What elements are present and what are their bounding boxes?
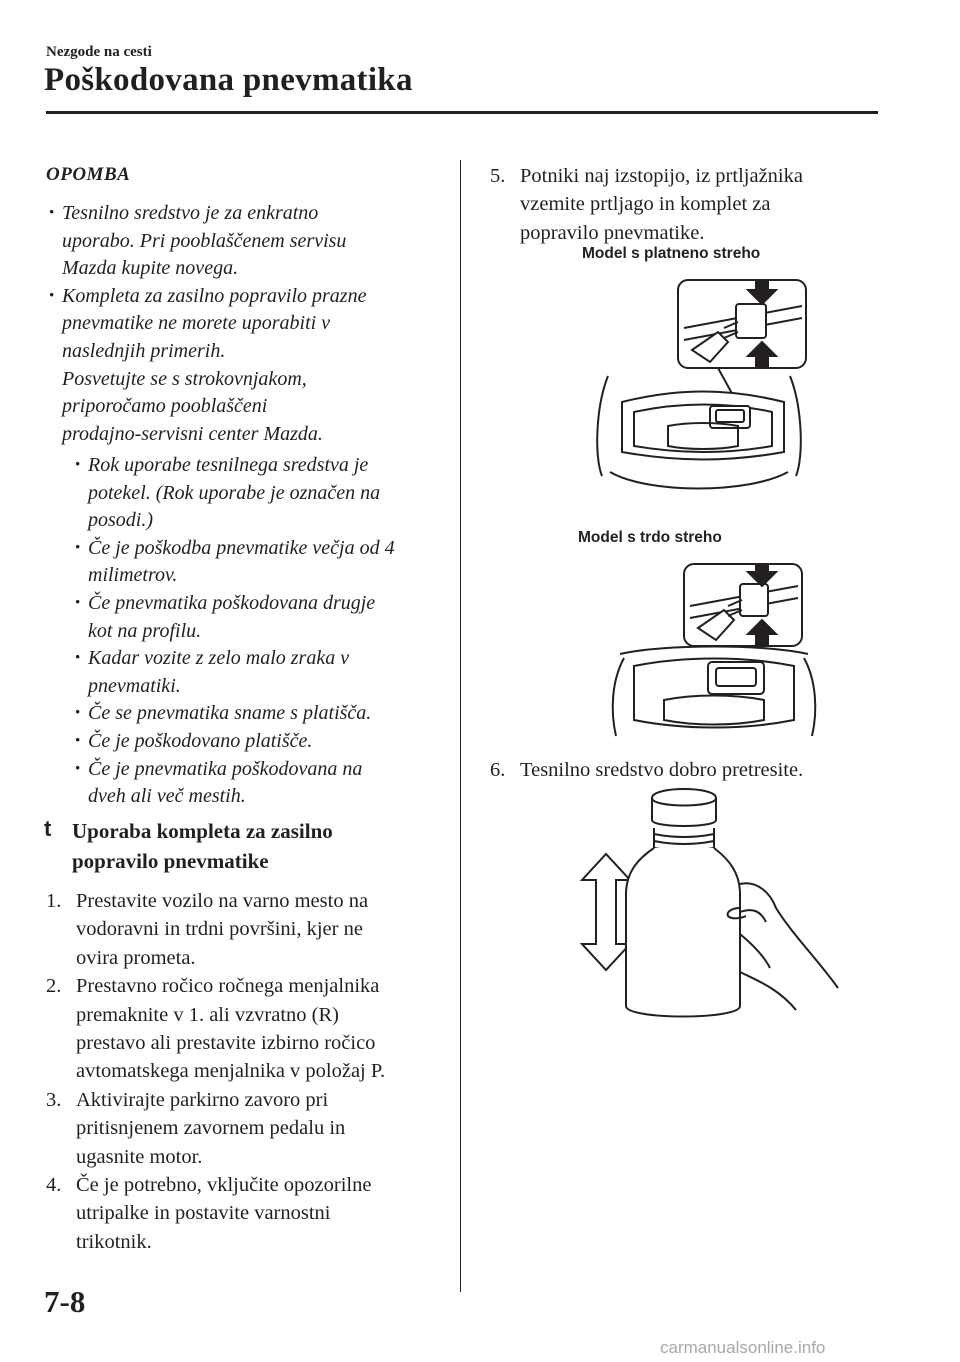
section-heading-line: popravilo pnevmatike <box>72 849 269 873</box>
step-4 <box>46 1171 458 1256</box>
step-line: Prestavite vozilo na varno mesto na <box>76 890 369 912</box>
note-sub-item <box>72 700 452 728</box>
title-rule <box>46 111 878 114</box>
step-number: 3. <box>46 1088 62 1111</box>
note-sub-item <box>72 535 452 590</box>
step-5-body <box>490 162 890 247</box>
note-line: uporabo. Pri pooblaščenem servisu <box>62 229 347 252</box>
step-line: pritisnjenem zavornem pedalu in <box>76 1117 346 1140</box>
shake-bottle-illustration <box>556 784 846 1044</box>
step-6 <box>490 756 890 784</box>
step-2 <box>46 972 458 1086</box>
note-item-1 <box>46 200 446 283</box>
note-sub-item <box>72 645 452 700</box>
note-line: posodi.) <box>88 509 153 532</box>
step-line: ovira prometa. <box>76 946 196 969</box>
note-sub-list <box>72 452 452 811</box>
step-line: Prestavno ročico ročnega menjalnika <box>76 975 380 998</box>
step-line: trikotnik. <box>76 1230 152 1253</box>
section-label: Nezgode na cesti <box>46 44 152 60</box>
note-line: · Rok uporabe tesnilnega sredstva je <box>88 454 369 476</box>
step-line: avtomatskega menjalnika v položaj P. <box>76 1060 386 1083</box>
step-line: prestavo ali prestavite izbirno ročico <box>76 1032 376 1055</box>
note-sub-item <box>72 756 452 811</box>
note-line: · Če se pnevmatika sname s platišča. <box>88 702 372 725</box>
step-number: 1. <box>46 890 62 912</box>
note-line: · Tesnilno sredstvo je za enkratno <box>62 202 319 224</box>
step-line: vodoravni in trdni površini, kjer ne <box>76 918 363 941</box>
section-marker-icon: t <box>44 816 52 841</box>
step-5 <box>490 162 890 247</box>
step-line: vzemite prtljago in komplet za <box>520 193 771 216</box>
step-line: Če je potrebno, vključite opozorilne <box>76 1174 372 1197</box>
step-1 <box>46 887 458 972</box>
step-number: 6. <box>490 759 506 781</box>
section-heading <box>72 816 432 876</box>
figure-caption-hard-top: Model s trdo streho <box>578 529 722 546</box>
section-heading-line: Uporaba kompleta za zasilno <box>72 819 333 843</box>
note-line: · Če je poškodba pnevmatike večja od 4 <box>88 536 395 559</box>
step-number: 2. <box>46 975 62 998</box>
steps-list <box>46 887 458 1256</box>
step-line: Aktivirajte parkirno zavoro pri <box>76 1088 329 1111</box>
trunk-soft-top-illustration <box>588 276 810 512</box>
step-line: utripalke in postavite varnostni <box>76 1202 331 1225</box>
note-line: potekel. (Rok uporabe je označen na <box>88 481 381 504</box>
note-line: pnevmatike ne morete uporabiti v <box>62 312 331 335</box>
note-line: pnevmatiki. <box>88 674 181 697</box>
note-line: milimetrov. <box>88 564 178 587</box>
note-list <box>46 200 446 448</box>
note-line: · Kadar vozite z zelo malo zraka v <box>88 647 350 670</box>
note-heading: OPOMBA <box>46 164 131 185</box>
note-line: prodajno-servisni center Mazda. <box>62 422 323 445</box>
step-number: 5. <box>490 165 506 187</box>
note-line: · Kompleta za zasilno popravilo prazne <box>62 284 367 307</box>
note-line: naslednjih primerih. <box>62 339 226 362</box>
note-line: · Če pnevmatika poškodovana drugje <box>88 591 376 614</box>
step-3 <box>46 1086 458 1171</box>
trunk-hard-top-illustration <box>604 560 824 740</box>
note-line: · Če je pnevmatika poškodovana na <box>88 757 363 780</box>
column-divider <box>460 160 461 1292</box>
step-line: Tesnilno sredstvo dobro pretresite. <box>520 759 804 781</box>
step-line: premaknite v 1. ali vzvratno (R) <box>76 1003 339 1026</box>
note-sub-item <box>72 590 452 645</box>
step-6-body <box>490 756 890 784</box>
page-number: 7-8 <box>44 1284 86 1319</box>
step-number: 4. <box>46 1174 62 1197</box>
note-line: Mazda kupite novega. <box>62 257 239 280</box>
note-line: Posvetujte se s strokovnjakom, <box>62 367 307 390</box>
step-line: Potniki naj izstopijo, iz prtljažnika <box>520 165 803 187</box>
note-line: dveh ali več mestih. <box>88 785 246 808</box>
page-title: Poškodovana pnevmatika <box>44 62 413 98</box>
note-sub-item <box>72 728 452 756</box>
note-line: priporočamo pooblaščeni <box>62 395 268 418</box>
note-line: kot na profilu. <box>88 619 202 642</box>
watermark: carmanualsonline.info <box>660 1338 826 1357</box>
step-line: popravilo pnevmatike. <box>520 221 705 244</box>
figure-caption-soft-top: Model s platneno streho <box>582 245 761 262</box>
note-item-2 <box>46 283 446 449</box>
note-sub-item <box>72 452 452 535</box>
note-line: · Če je poškodovano platišče. <box>88 729 313 752</box>
step-line: ugasnite motor. <box>76 1145 203 1168</box>
